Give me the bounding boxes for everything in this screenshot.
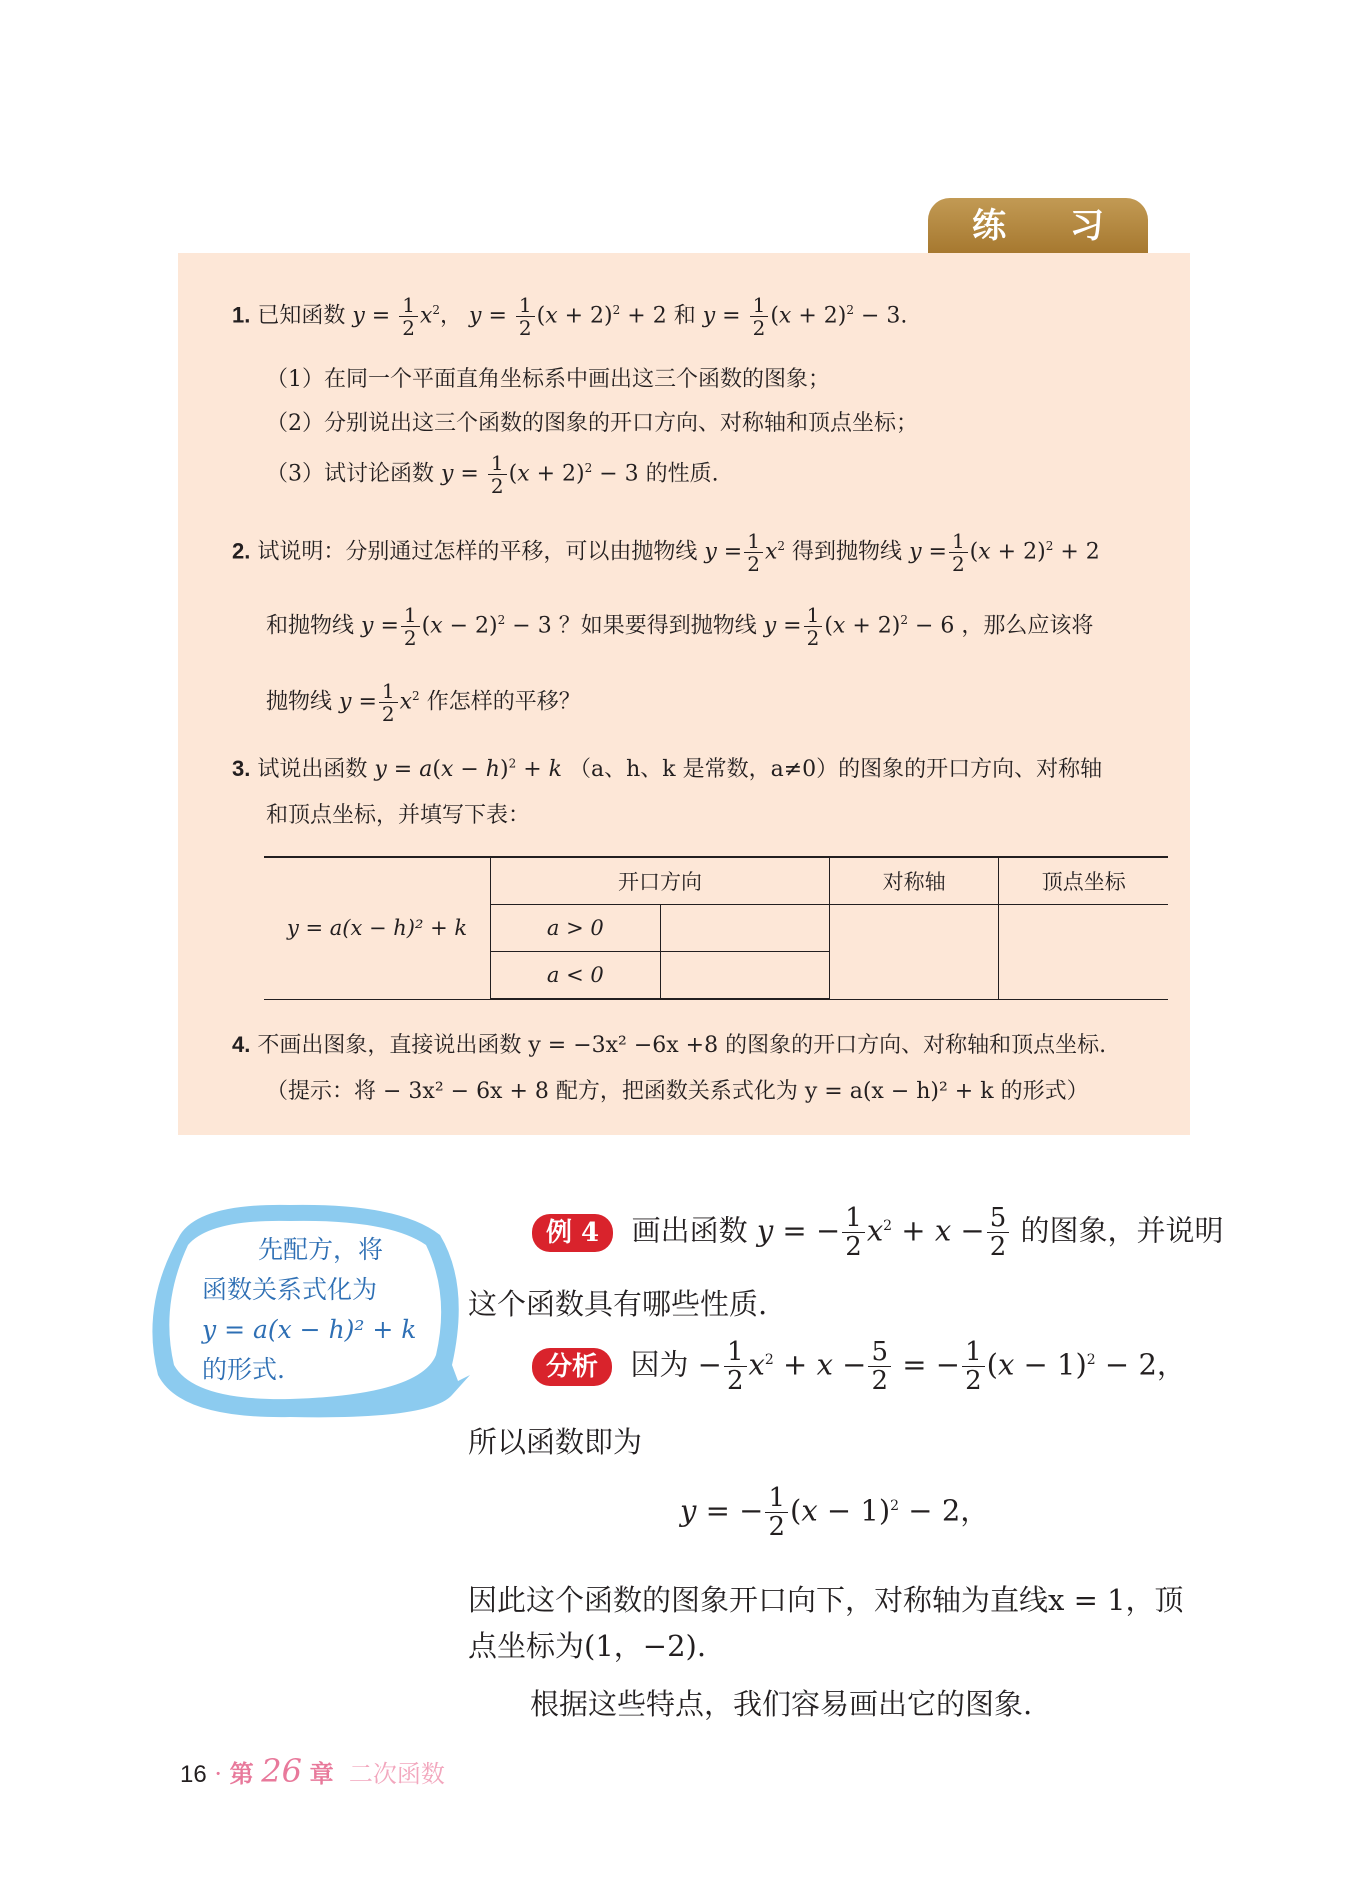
bubble-text <box>202 1230 416 1390</box>
q4-text-a: 不画出图象，直接说出函数 y = −3x² −6x +8 的图象的开口方向、对称轴和顶点坐标. <box>257 1033 1107 1058</box>
q2-text-d: ？如果要得到抛物线 <box>558 613 757 639</box>
table-func-cell <box>264 857 491 999</box>
q1-sub3: （3）试讨论函数 y = $\frac{1}{2}$ $(x + 2)^2 - 3$ 的性质. <box>266 451 719 498</box>
analysis-badge: 分析 <box>532 1348 612 1386</box>
q4-number: 4. <box>232 1032 251 1057</box>
q1-sub3-tail: 的性质. <box>645 461 719 487</box>
bubble-line-2: 函数关系式化为 <box>202 1275 378 1304</box>
q4-line1 <box>232 1028 1106 1059</box>
example-badge: 例 4 <box>532 1214 613 1252</box>
q1-sub1: （1）在同一个平面直角坐标系中画出这三个函数的图象； <box>266 367 830 392</box>
q4-line2: （提示：将 − 3x² − 6x + 8 配方，把函数关系式化为 y = a(x − h)² + k 的形式） <box>266 1079 1089 1104</box>
table-func: y = a(x − h)² + k <box>286 916 468 941</box>
analysis-line5: 根据这些特点，我们容易画出它的图象. <box>530 1687 1033 1721</box>
q2-line1: 2. 试说明：分别通过怎样的平移，可以由抛物线 y = $\frac{1}{2}$ $x^2$ 得到抛物线 y = $\frac{1}{2}$ $(x + 2)^2 + 2$ <box>232 529 1100 576</box>
q1-sub2: （2）分别说出这三个函数的图象的开口方向、对称轴和顶点坐标； <box>266 411 918 436</box>
q1-sub3-lead: （3）试讨论函数 <box>266 461 434 487</box>
table-row-a-neg-label: a < 0 <box>546 963 604 987</box>
example-line2: 这个函数具有哪些性质. <box>468 1287 768 1321</box>
footer-chapter-post: 章 <box>309 1759 334 1788</box>
bubble-line-3: y = a(x − h)² + k <box>202 1315 417 1344</box>
exercise-tab: 练 习 <box>928 198 1148 254</box>
q2-line3: 抛物线 y = $\frac{1}{2}$ $x^2$ 作怎样的平移？ <box>266 679 581 726</box>
table-header-open: 开口方向 <box>491 857 830 905</box>
q2-text-e: ，那么应该将 <box>961 613 1094 639</box>
table-cell-empty <box>999 905 1168 1000</box>
table-row-a-neg <box>491 952 661 1000</box>
bubble-line-4: 的形式. <box>202 1355 285 1384</box>
q3-line1: 3. 试说出函数 $y = a(x - h)^2 + k$ （a、h、k 是常数，a≠0）的图象的开口方向、对称轴 <box>232 756 1103 782</box>
page-footer <box>180 1752 445 1790</box>
q3-line2: 和顶点坐标，并填写下表： <box>266 803 531 828</box>
footer-chapter-title: 二次函数 <box>348 1760 445 1788</box>
q1-number: 1. <box>232 302 251 328</box>
analysis-line1: 分析 因为 − $\frac{1}{2}$ $x^2 + x$ − $\frac{5}{2}$ = − $\frac{1}{2}$ $(x - 1)^2 - 2$， <box>532 1338 1186 1395</box>
q2-text-b: 得到抛物线 <box>792 539 903 565</box>
bubble-line-1: 先配方，将 <box>258 1235 384 1264</box>
q3-number: 3. <box>232 756 251 781</box>
q2-text-f: 抛物线 <box>266 689 333 715</box>
analysis-line2: 所以函数即为 <box>468 1425 643 1459</box>
example-line1: 例 4 画出函数 y = − $\frac{1}{2}$ $x^2 + x$ − $\frac{5}{2}$ 的图象，并说明 <box>532 1204 1224 1261</box>
table-header-vertex: 顶点坐标 <box>999 857 1168 905</box>
analysis-line3: 因此这个函数的图象开口向下，对称轴为直线x = 1，顶 <box>468 1583 1184 1617</box>
footer-chapter-pre: 第 <box>229 1759 254 1788</box>
analysis-text-a: 因为 <box>630 1347 689 1382</box>
table-cell-empty <box>660 952 829 1000</box>
analysis-formula: y = − $\frac{1}{2}$ $(x - 1)^2 - 2$， <box>680 1483 990 1542</box>
footer-dot: · <box>214 1760 222 1788</box>
page-number: 16 <box>180 1761 207 1788</box>
q2-number: 2. <box>232 538 251 564</box>
footer-chapter-number: 26 <box>261 1752 302 1790</box>
q3-text-b: （a、h、k 是常数，a≠0）的图象的开口方向、对称轴 <box>568 757 1103 782</box>
q2-line2: 和抛物线 y = $\frac{1}{2}$ $(x - 2)^2 - 3$ ？如果要得到抛物线 y = $\frac{1}{2}$ $(x + 2)^2 - 6$ ，那么应该将 <box>266 603 1094 650</box>
q2-text-a: 试说明：分别通过怎样的平移，可以由抛物线 <box>257 539 698 565</box>
q2-text-g: 作怎样的平移？ <box>426 689 581 715</box>
q3-text-a: 试说出函数 <box>257 757 368 782</box>
table-row-a-pos <box>491 905 661 952</box>
table-cell-empty <box>829 905 999 1000</box>
q1-lead: 已知函数 <box>257 303 346 329</box>
example-text-b: 的图象，并说明 <box>1020 1213 1224 1248</box>
analysis-line4: 点坐标为(1，−2). <box>468 1629 707 1663</box>
example-text-a: 画出函数 <box>631 1213 748 1248</box>
table-cell-empty <box>660 905 829 952</box>
table-row-a-pos-label: a > 0 <box>546 916 604 940</box>
q2-text-c: 和抛物线 <box>266 613 355 639</box>
q1-and: 和 <box>673 303 696 329</box>
properties-table <box>264 856 1168 1000</box>
q1-line: 1. 已知函数 y = $\frac{1}{2}$ $x^2$， y = $\frac{1}{2}$ $(x + 2)^2 + 2$ 和 y = $\frac{1}{2}$ $(x + 2)^2 - 3$. <box>232 293 908 340</box>
table-header-axis: 对称轴 <box>829 857 999 905</box>
